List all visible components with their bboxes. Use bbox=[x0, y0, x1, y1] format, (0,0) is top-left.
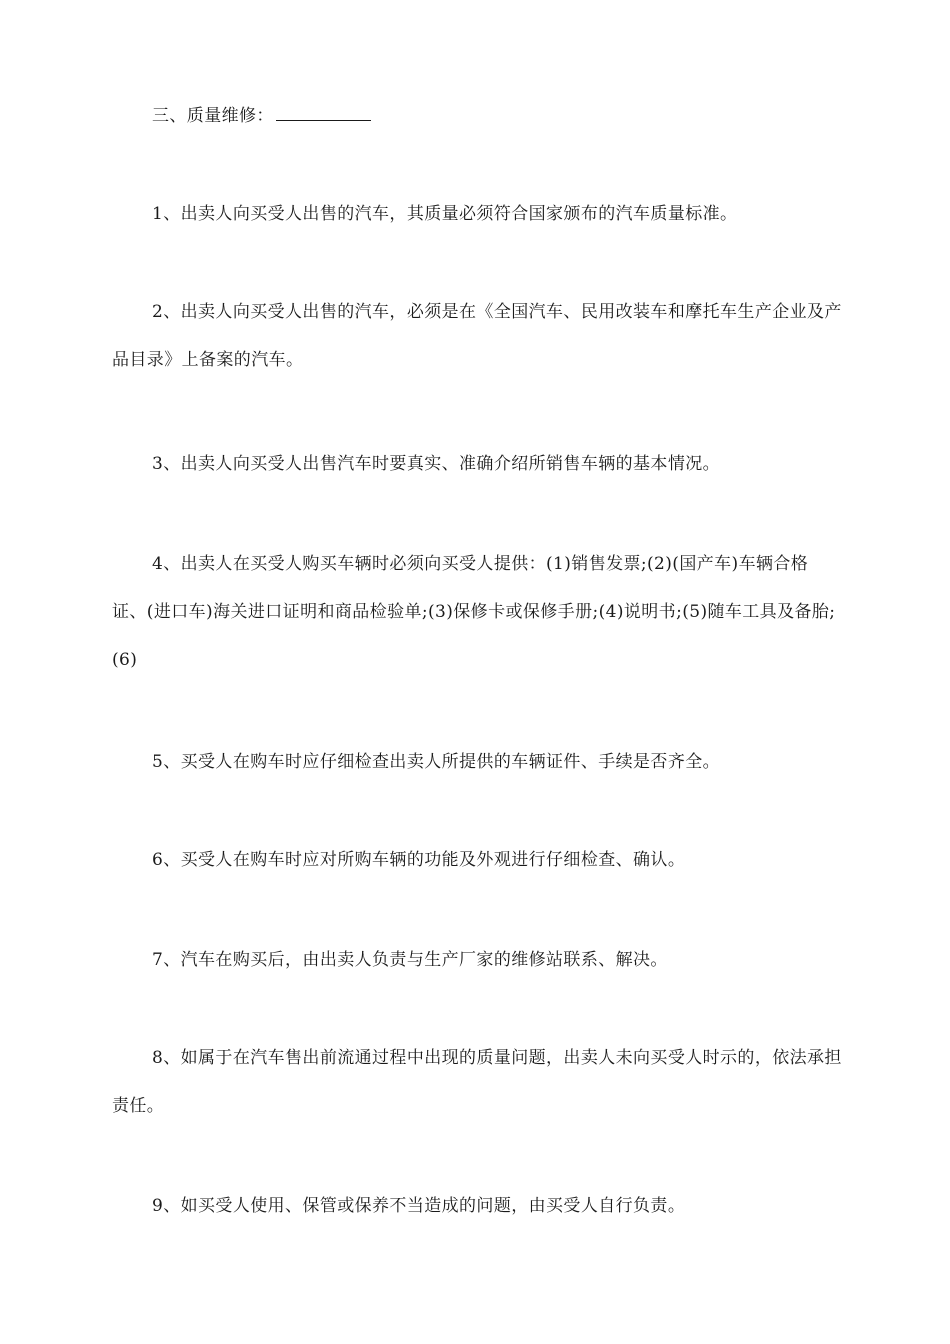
clause-3: 3、出卖人向买受人出售汽车时要真实、准确介绍所销售车辆的基本情况。 bbox=[152, 454, 721, 474]
clause-1: 1、出卖人向买受人出售的汽车，其质量必须符合国家颁布的汽车质量标准。 bbox=[152, 204, 738, 224]
heading-blank-line bbox=[276, 106, 371, 121]
clause-8: 8、如属于在汽车售出前流通过程中出现的质量问题，出卖人未向买受人时示的，依法承担责任。 bbox=[112, 1048, 842, 1116]
clause-4: 4、出卖人在买受人购买车辆时必须向买受人提供：(1)销售发票;(2)(国产车)车辆合格证、(进口车)海关进口证明和商品检验单;(3)保修卡或保修手册;(4)说明书;(5)随车工具及备胎; (6) bbox=[112, 554, 836, 670]
clause-7: 7、汽车在购买后，由出卖人负责与生产厂家的维修站联系、解决。 bbox=[152, 950, 668, 970]
section-heading-text: 三、质量维修： bbox=[152, 106, 274, 126]
clause-5: 5、买受人在购车时应仔细检查出卖人所提供的车辆证件、手续是否齐全。 bbox=[152, 752, 721, 772]
clause-6: 6、买受人在购车时应对所购车辆的功能及外观进行仔细检查、确认。 bbox=[152, 850, 686, 870]
clause-9: 9、如买受人使用、保管或保养不当造成的问题，由买受人自行负责。 bbox=[152, 1196, 686, 1216]
section-heading bbox=[112, 92, 842, 140]
clause-2: 2、出卖人向买受人出售的汽车，必须是在《全国汽车、民用改装车和摩托车生产企业及产品目录》上备案的汽车。 bbox=[112, 302, 842, 370]
